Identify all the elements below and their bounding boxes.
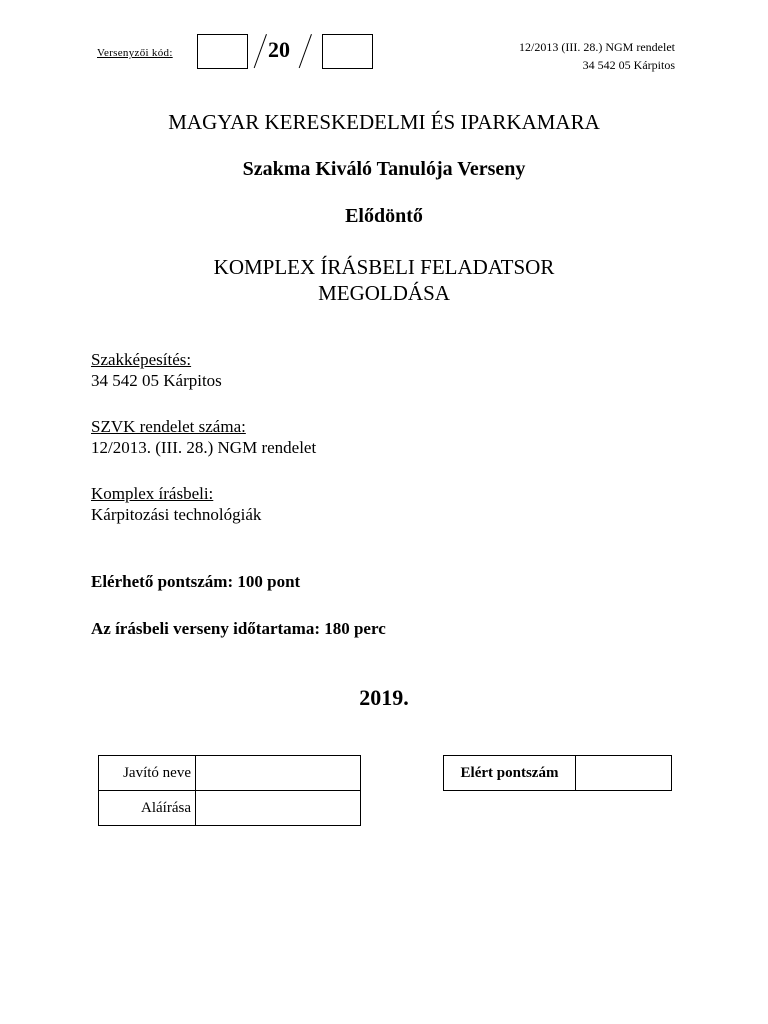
organization-title: MAGYAR KERESKEDELMI ÉS IPARKAMARA xyxy=(168,110,600,134)
competitor-code-year: 20 xyxy=(268,37,290,62)
grader-name-field[interactable] xyxy=(196,756,361,791)
grader-name-label: Javító neve xyxy=(99,756,196,791)
table-row xyxy=(444,756,672,791)
header-qualification: 34 542 05 Kárpitos xyxy=(582,58,675,72)
grader-table xyxy=(98,755,361,826)
complex-label: Komplex írásbeli: xyxy=(91,484,214,503)
szvk-block xyxy=(91,416,316,458)
grader-signature-field[interactable] xyxy=(196,791,361,826)
competitor-code-label: Versenyzői kód: xyxy=(97,47,173,59)
szvk-label: SZVK rendelet száma: xyxy=(91,417,246,436)
stage-title: Elődöntő xyxy=(345,205,423,227)
qualification-value: 34 542 05 Kárpitos xyxy=(91,371,222,390)
competitor-code-box-left[interactable] xyxy=(197,34,248,69)
qualification-label: Szakképesítés: xyxy=(91,350,192,369)
table-row xyxy=(99,756,361,791)
qualification-block xyxy=(91,349,222,391)
max-points: Elérhető pontszám: 100 pont xyxy=(91,572,301,591)
task-title-line2: MEGOLDÁSA xyxy=(318,281,450,305)
code-separator-slash-right xyxy=(299,34,312,68)
task-title xyxy=(0,254,768,306)
task-title-line1: KOMPLEX ÍRÁSBELI FELADATSOR xyxy=(213,255,555,279)
competitor-code-box-right[interactable] xyxy=(322,34,373,69)
score-label: Elért pontszám xyxy=(444,756,576,791)
szvk-value: 12/2013. (III. 28.) NGM rendelet xyxy=(91,438,317,457)
table-row xyxy=(99,791,361,826)
header-regulation: 12/2013 (III. 28.) NGM rendelet xyxy=(519,40,675,54)
code-separator-slash-left xyxy=(254,34,267,68)
complex-block xyxy=(91,483,261,525)
grader-signature-label: Aláírása xyxy=(99,791,196,826)
header-reference xyxy=(519,38,675,74)
exam-duration: Az írásbeli verseny időtartama: 180 perc xyxy=(91,619,386,638)
score-table xyxy=(443,755,672,791)
complex-value: Kárpitozási technológiák xyxy=(91,505,262,524)
competition-title: Szakma Kiváló Tanulója Verseny xyxy=(242,158,526,180)
score-field[interactable] xyxy=(576,756,672,791)
exam-year: 2019. xyxy=(359,685,409,710)
